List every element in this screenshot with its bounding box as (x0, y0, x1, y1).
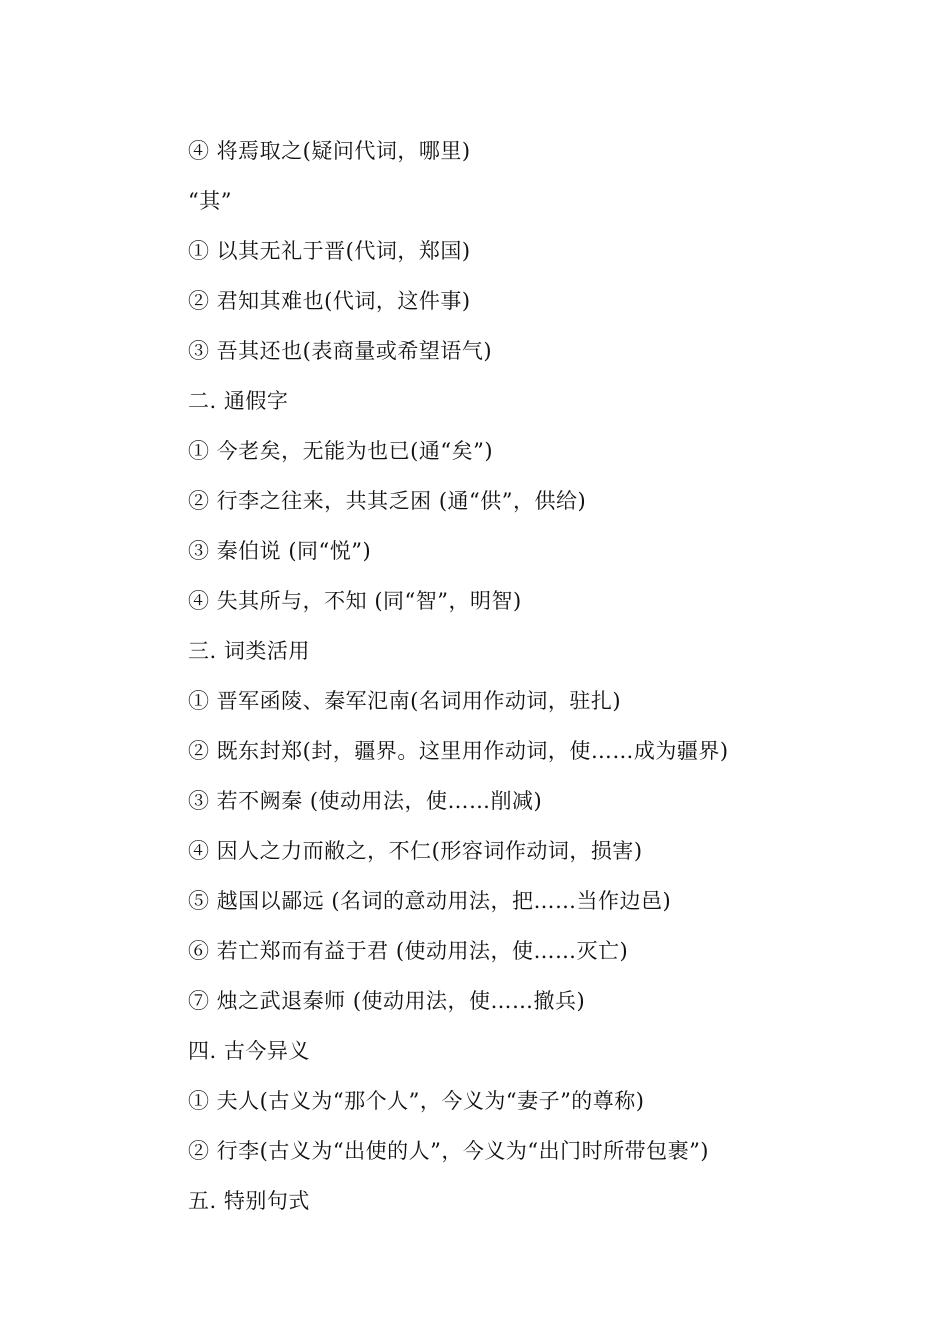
line-gujinyiyi-2: ② 行李(古义为“出使的人”，今义为“出门时所带包裹”) (188, 1139, 710, 1163)
section-heading-gujinyiyi: 四. 古今异义 (188, 1039, 310, 1063)
line-interrogative-pronoun: ④ 将焉取之(疑问代词，哪里) (188, 139, 471, 163)
line-tongjiazi-1: ① 今老矣，无能为也已(通“矣”) (188, 439, 494, 463)
line-tongjiazi-4: ④ 失其所与，不知 (同“智”，明智) (188, 589, 522, 613)
line-tongjiazi-3: ③ 秦伯说 (同“悦”) (188, 539, 372, 563)
heading-qi: “其” (188, 189, 232, 213)
line-cileihuoyong-2: ② 既东封郑(封，疆界。这里用作动词，使……成为疆界) (188, 739, 729, 763)
line-cileihuoyong-4: ④ 因人之力而敝之，不仁(形容词作动词，损害) (188, 839, 643, 863)
line-gujinyiyi-1: ① 夫人(古义为“那个人”，今义为“妻子”的尊称) (188, 1089, 645, 1113)
line-cileihuoyong-3: ③ 若不阙秦 (使动用法，使……削减) (188, 789, 543, 813)
line-cileihuoyong-5: ⑤ 越国以鄙远 (名词的意动用法，把……当作边邑) (188, 889, 672, 913)
section-heading-tebiejushi: 五. 特别句式 (188, 1189, 310, 1213)
line-tongjiazi-2: ② 行李之往来，共其乏困 (通“供”，供给) (188, 489, 587, 513)
document-body (188, 134, 888, 1234)
line-qi-1: ① 以其无礼于晋(代词，郑国) (188, 239, 471, 263)
line-cileihuoyong-7: ⑦ 烛之武退秦师 (使动用法，使……撤兵) (188, 989, 586, 1013)
line-cileihuoyong-1: ① 晋军函陵、秦军氾南(名词用作动词，驻扎) (188, 689, 622, 713)
line-qi-3: ③ 吾其还也(表商量或希望语气) (188, 339, 493, 363)
section-heading-cileihuoyong: 三. 词类活用 (188, 639, 310, 663)
section-heading-tongjiazi: 二. 通假字 (188, 389, 289, 413)
line-cileihuoyong-6: ⑥ 若亡郑而有益于君 (使动用法，使……灭亡) (188, 939, 629, 963)
line-qi-2: ② 君知其难也(代词，这件事) (188, 289, 471, 313)
